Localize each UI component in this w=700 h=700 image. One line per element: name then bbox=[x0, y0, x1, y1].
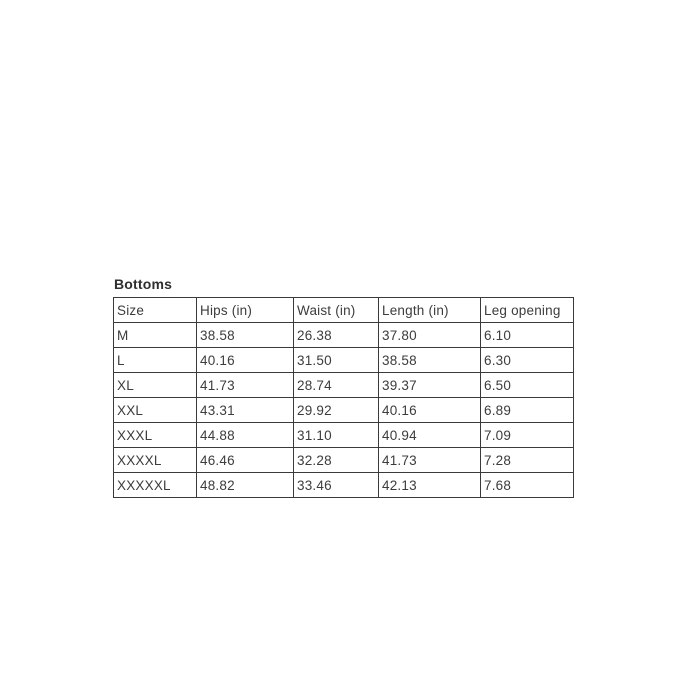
size-cell: XXXXL bbox=[114, 448, 197, 473]
value-cell: 40.94 bbox=[379, 423, 481, 448]
size-chart bbox=[113, 276, 575, 498]
value-cell: 33.46 bbox=[294, 473, 379, 498]
value-cell: 7.28 bbox=[481, 448, 574, 473]
size-cell: L bbox=[114, 348, 197, 373]
value-cell: 44.88 bbox=[197, 423, 294, 448]
value-cell: 6.89 bbox=[481, 398, 574, 423]
value-cell: 38.58 bbox=[379, 348, 481, 373]
value-cell: 31.10 bbox=[294, 423, 379, 448]
size-cell: XXL bbox=[114, 398, 197, 423]
value-cell: 7.68 bbox=[481, 473, 574, 498]
value-cell: 31.50 bbox=[294, 348, 379, 373]
table-row bbox=[114, 323, 574, 348]
size-cell: XXXL bbox=[114, 423, 197, 448]
value-cell: 29.92 bbox=[294, 398, 379, 423]
table-title: Bottoms bbox=[114, 276, 173, 292]
column-header: Waist (in) bbox=[294, 298, 379, 323]
value-cell: 6.50 bbox=[481, 373, 574, 398]
value-cell: 38.58 bbox=[197, 323, 294, 348]
value-cell: 7.09 bbox=[481, 423, 574, 448]
table-row bbox=[114, 398, 574, 423]
value-cell: 41.73 bbox=[379, 448, 481, 473]
column-header: Leg opening bbox=[481, 298, 574, 323]
value-cell: 6.10 bbox=[481, 323, 574, 348]
size-table bbox=[113, 297, 574, 498]
column-header: Length (in) bbox=[379, 298, 481, 323]
value-cell: 26.38 bbox=[294, 323, 379, 348]
size-cell: XL bbox=[114, 373, 197, 398]
value-cell: 32.28 bbox=[294, 448, 379, 473]
size-cell: M bbox=[114, 323, 197, 348]
header-row bbox=[114, 298, 574, 323]
table-row bbox=[114, 423, 574, 448]
column-header: Hips (in) bbox=[197, 298, 294, 323]
value-cell: 40.16 bbox=[197, 348, 294, 373]
value-cell: 39.37 bbox=[379, 373, 481, 398]
table-row bbox=[114, 473, 574, 498]
value-cell: 41.73 bbox=[197, 373, 294, 398]
table-row bbox=[114, 348, 574, 373]
table-row bbox=[114, 448, 574, 473]
column-header: Size bbox=[114, 298, 197, 323]
value-cell: 48.82 bbox=[197, 473, 294, 498]
value-cell: 6.30 bbox=[481, 348, 574, 373]
table-body bbox=[114, 323, 574, 498]
table-row bbox=[114, 373, 574, 398]
value-cell: 40.16 bbox=[379, 398, 481, 423]
size-cell: XXXXXL bbox=[114, 473, 197, 498]
value-cell: 43.31 bbox=[197, 398, 294, 423]
value-cell: 46.46 bbox=[197, 448, 294, 473]
value-cell: 28.74 bbox=[294, 373, 379, 398]
value-cell: 37.80 bbox=[379, 323, 481, 348]
value-cell: 42.13 bbox=[379, 473, 481, 498]
